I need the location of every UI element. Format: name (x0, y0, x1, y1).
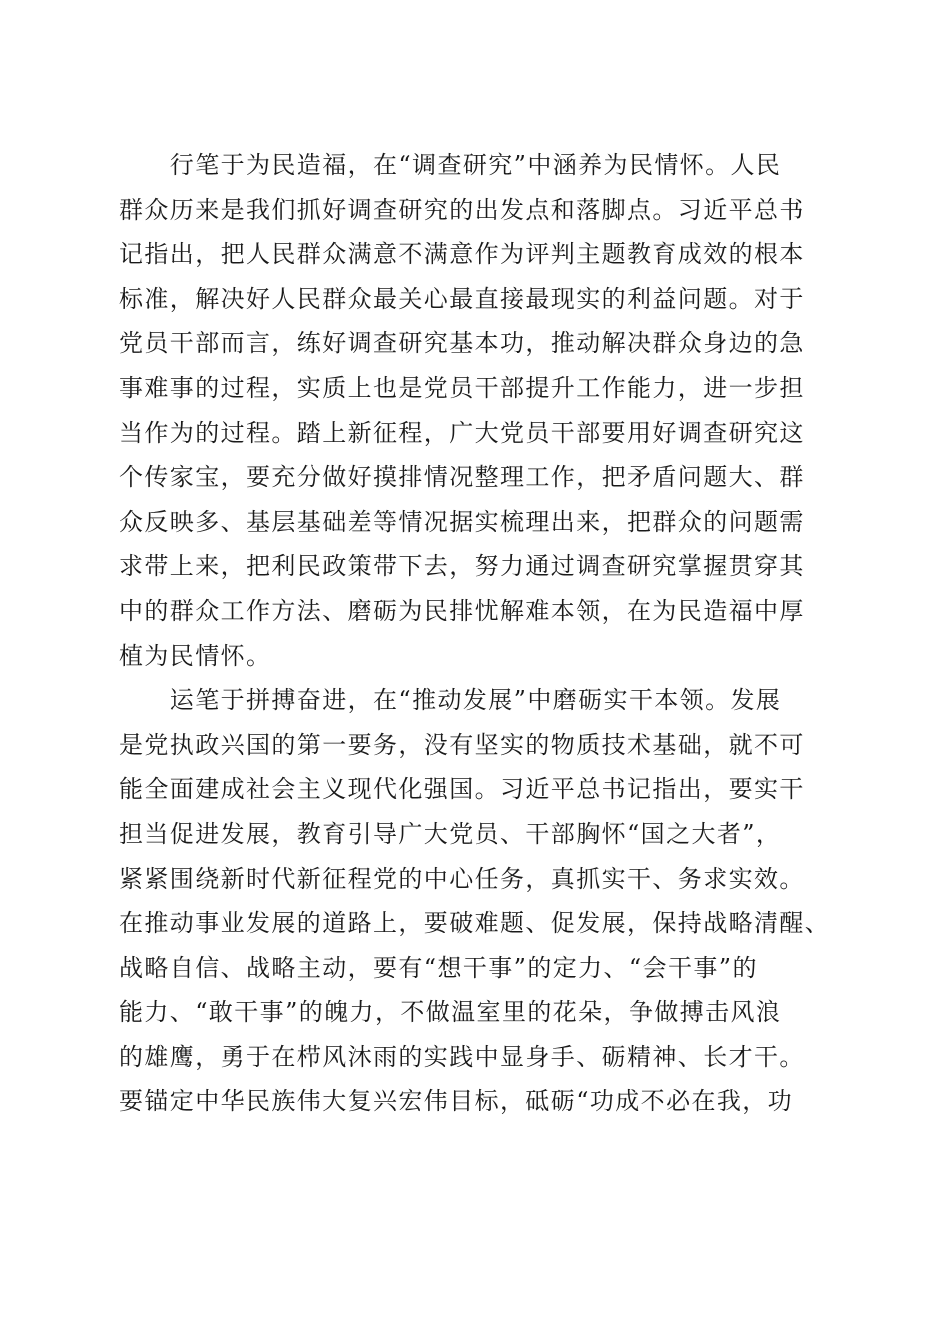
text-line: 中的群众工作方法、磨砺为民排忧解难本领，在为民造福中厚 (119, 596, 805, 625)
text-line: 运笔于拼搏奋进，在“推动发展”中磨砺实干本领。发展 (119, 686, 782, 715)
text-line: 紧紧围绕新时代新征程党的中心任务，真抓实干、务求实效。 (119, 864, 805, 893)
text-line: 能全面建成社会主义现代化强国。习近平总书记指出，要实干 (119, 775, 805, 804)
text-line: 当作为的过程。踏上新征程，广大党员干部要用好调查研究这 (119, 418, 805, 447)
text-line: 个传家宝，要充分做好摸排情况整理工作，把矛盾问题大、群 (119, 463, 805, 492)
text-line: 战略自信、战略主动，要有“想干事”的定力、“会干事”的 (119, 953, 758, 982)
paragraph-1 (119, 143, 839, 678)
text-line: 行笔于为民造福，在“调查研究”中涵养为民情怀。人民 (119, 151, 782, 179)
body-text (119, 143, 839, 1124)
text-line: 党员干部而言，练好调查研究基本功，推动解决群众身边的急 (119, 329, 805, 358)
text-line: 标准，解决好人民群众最关心最直接最现实的利益问题。对于 (119, 284, 805, 313)
paragraph-2 (119, 678, 839, 1124)
text-line: 群众历来是我们抓好调查研究的出发点和落脚点。习近平总书 (119, 195, 805, 224)
text-line: 担当促进发展，教育引导广大党员、干部胸怀“国之大者”， (119, 819, 782, 848)
text-line: 记指出，把人民群众满意不满意作为评判主题教育成效的根本 (119, 240, 805, 269)
text-line: 的雄鹰，勇于在栉风沐雨的实践中显身手、砺精神、长才干。 (119, 1042, 805, 1071)
text-line: 要锚定中华民族伟大复兴宏伟目标，砥砺“功成不必在我，功 (119, 1087, 794, 1116)
text-line: 众反映多、基层基础差等情况据实梳理出来，把群众的问题需 (119, 507, 805, 536)
text-line: 能力、“敢干事”的魄力，不做温室里的花朵，争做搏击风浪 (119, 998, 782, 1027)
text-line: 事难事的过程，实质上也是党员干部提升工作能力，进一步担 (119, 373, 805, 402)
text-line: 求带上来，把利民政策带下去，努力通过调查研究掌握贯穿其 (119, 552, 805, 581)
text-line: 植为民情怀。 (119, 641, 272, 670)
text-line: 是党执政兴国的第一要务，没有坚实的物质技术基础，就不可 (119, 730, 805, 759)
text-line: 在推动事业发展的道路上，要破难题、促发展，保持战略清醒、 (119, 909, 831, 938)
